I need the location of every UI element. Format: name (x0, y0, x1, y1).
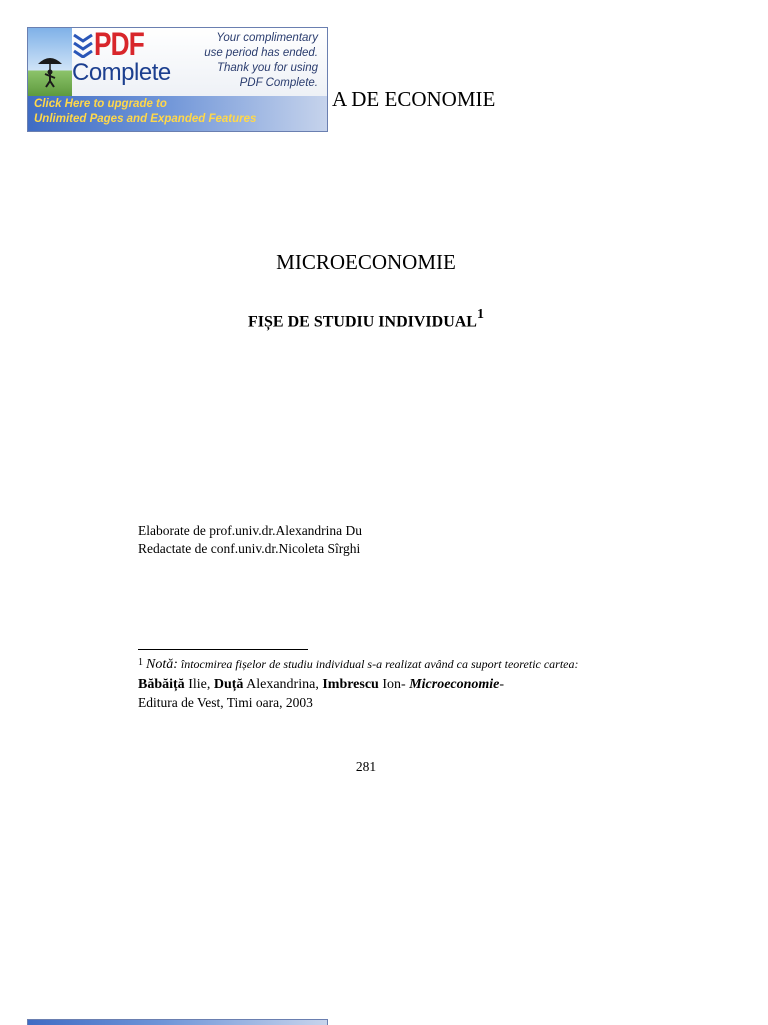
page-number: 281 (355, 759, 377, 774)
footnote-mark: 1 (138, 657, 143, 668)
author-firstname: Ion- (378, 677, 410, 692)
complete-logo-text: Complete (72, 59, 171, 86)
faculty-header: A DE ECONOMIE (332, 87, 496, 111)
pdf-complete-banner[interactable] (27, 27, 328, 132)
promo-message (178, 31, 318, 91)
credit-line-editors: Redactate de conf.univ.dr.Nicoleta Sîrghi (138, 541, 361, 556)
promo-line: PDF Complete. (239, 77, 318, 89)
subtitle-footnote-mark: 1 (476, 307, 484, 322)
upgrade-link[interactable] (34, 97, 256, 127)
credit-line-authors: Elaborate de prof.univ.dr.Alexandrina Du (138, 523, 363, 538)
pdf-complete-banner-bottom[interactable] (27, 1019, 328, 1025)
footnote-note (138, 656, 579, 674)
pdf-chevron-icon (72, 32, 94, 58)
author-surname: Imbrescu (322, 677, 379, 692)
nota-text: întocmirea fișelor de studiu individual s-a realizat având ca suport teoretic cartea: (177, 657, 579, 671)
promo-line: Your complimentary (216, 32, 318, 44)
footnote-publisher: Editura de Vest, Timi oara, 2003 (138, 695, 313, 710)
umbrella-person-icon (34, 52, 66, 88)
promo-line: use period has ended. (204, 47, 318, 59)
subtitle-text: FIȘE DE STUDIU INDIVIDUAL (248, 313, 477, 331)
book-suffix: - (499, 677, 505, 692)
author-surname: Băbăiță (138, 677, 185, 692)
upgrade-line[interactable]: Unlimited Pages and Expanded Features (34, 113, 257, 125)
upgrade-line[interactable]: Click Here to upgrade to (34, 98, 167, 110)
banner-photo (28, 28, 72, 96)
nota-label: Notă: (146, 657, 178, 672)
footnote-divider (138, 649, 308, 650)
document-title: MICROECONOMIE (276, 250, 456, 274)
author-surname: Duță (213, 677, 244, 692)
promo-line: Thank you for using (216, 62, 318, 74)
book-title: Microeconomie (409, 677, 500, 692)
author-firstname: Alexandrina, (243, 677, 323, 692)
pdf-logo-text: PDF (94, 27, 145, 62)
document-subtitle (0, 304, 732, 335)
author-firstname: Ilie, (184, 677, 214, 692)
footnote-reference (138, 676, 504, 694)
